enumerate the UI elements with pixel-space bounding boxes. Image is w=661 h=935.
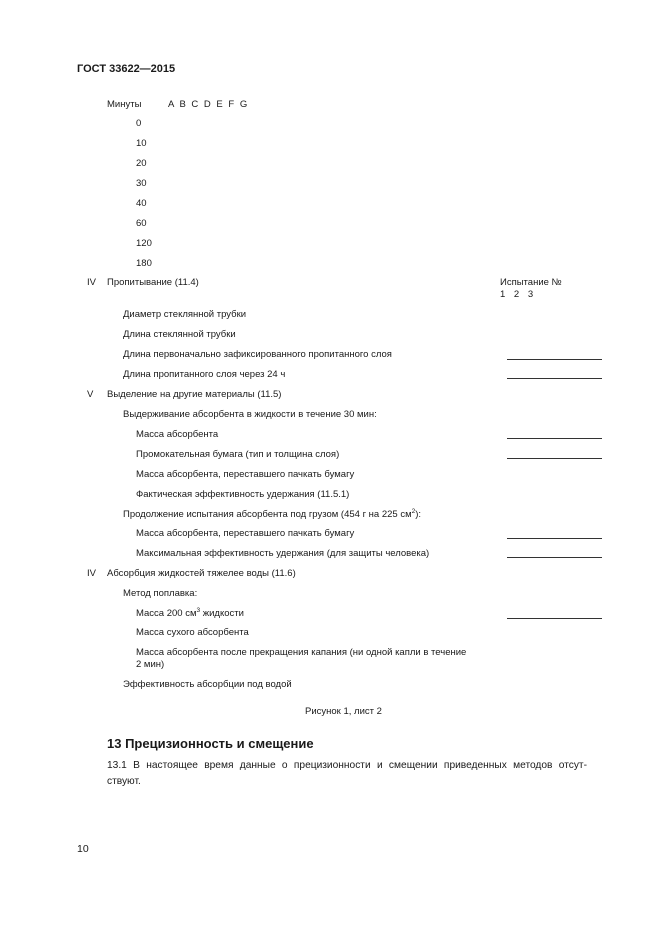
form-item: Длина стеклянной трубки bbox=[123, 329, 236, 340]
form-item-continuation: 2 мин) bbox=[136, 659, 165, 670]
minutes-row: 10 bbox=[136, 138, 147, 149]
figure-caption: Рисунок 1, лист 2 bbox=[305, 706, 382, 717]
answer-line[interactable] bbox=[507, 538, 602, 539]
form-item: Максимальная эффективность удержания (для защиты человека) bbox=[136, 548, 430, 559]
subsection-title: Продолжение испытания абсорбента под грузом (454 г на 225 $см^2$): bbox=[123, 508, 422, 521]
answer-line[interactable] bbox=[507, 557, 602, 558]
subsection-title: Метод поплавка: bbox=[123, 588, 198, 599]
section-title: Абсорбция жидкостей тяжелее воды (11.6) bbox=[107, 568, 296, 579]
section-heading: 13 Прецизионность и смещение bbox=[107, 736, 314, 751]
minutes-row: 30 bbox=[136, 178, 147, 189]
section-numeral: IV bbox=[87, 277, 96, 288]
form-item: Длина первоначально зафиксированного пропитанного слоя bbox=[123, 349, 392, 360]
form-item: Эффективность абсорбции под водой bbox=[123, 679, 292, 690]
minutes-row: 40 bbox=[136, 198, 147, 209]
answer-line[interactable] bbox=[507, 359, 602, 360]
form-item: Фактическая эффективность удержания (11.5.1) bbox=[136, 489, 350, 500]
form-item: Масса 200 $см^3$ жидкости bbox=[136, 607, 244, 620]
section-title: Пропитывание (11.4) bbox=[107, 277, 199, 288]
section-paragraph: 13.1 В настоящее время данные о прецизионности и смещении приведенных методов отсут- ствуют. bbox=[107, 760, 587, 787]
minutes-row: 20 bbox=[136, 158, 147, 169]
answer-line[interactable] bbox=[507, 458, 602, 459]
form-item: Масса сухого абсорбента bbox=[136, 627, 249, 638]
test-numbers: 1 2 3 bbox=[500, 289, 534, 300]
test-label: Испытание № bbox=[500, 277, 562, 288]
minutes-label: Минуты bbox=[107, 99, 142, 110]
answer-line[interactable] bbox=[507, 378, 602, 379]
subsection-title: Выдерживание абсорбента в жидкости в течение 30 мин: bbox=[123, 409, 377, 420]
form-item: Масса абсорбента, переставшего пачкать бумагу bbox=[136, 469, 355, 480]
section-title: Выделение на другие материалы (11.5) bbox=[107, 389, 282, 400]
minutes-row: 180 bbox=[136, 258, 152, 269]
form-item: Масса абсорбента, переставшего пачкать бумагу bbox=[136, 528, 355, 539]
form-item: Длина пропитанного слоя через 24 ч bbox=[123, 369, 286, 380]
answer-line[interactable] bbox=[507, 438, 602, 439]
document-header: ГОСТ 33622—2015 bbox=[77, 63, 176, 75]
section-numeral: V bbox=[87, 389, 94, 400]
minutes-row: 0 bbox=[136, 118, 142, 129]
minutes-row: 120 bbox=[136, 238, 152, 249]
page-number: 10 bbox=[77, 843, 89, 855]
minutes-columns: A B C D E F G bbox=[168, 99, 248, 110]
answer-line[interactable] bbox=[507, 618, 602, 619]
form-item: Масса абсорбента после прекращения капания (ни одной капли в течение bbox=[136, 647, 467, 658]
form-item: Промокательная бумага (тип и толщина слоя) bbox=[136, 449, 340, 460]
form-item: Диаметр стеклянной трубки bbox=[123, 309, 247, 320]
form-item: Масса абсорбента bbox=[136, 429, 219, 440]
section-numeral: IV bbox=[87, 568, 96, 579]
minutes-row: 60 bbox=[136, 218, 147, 229]
